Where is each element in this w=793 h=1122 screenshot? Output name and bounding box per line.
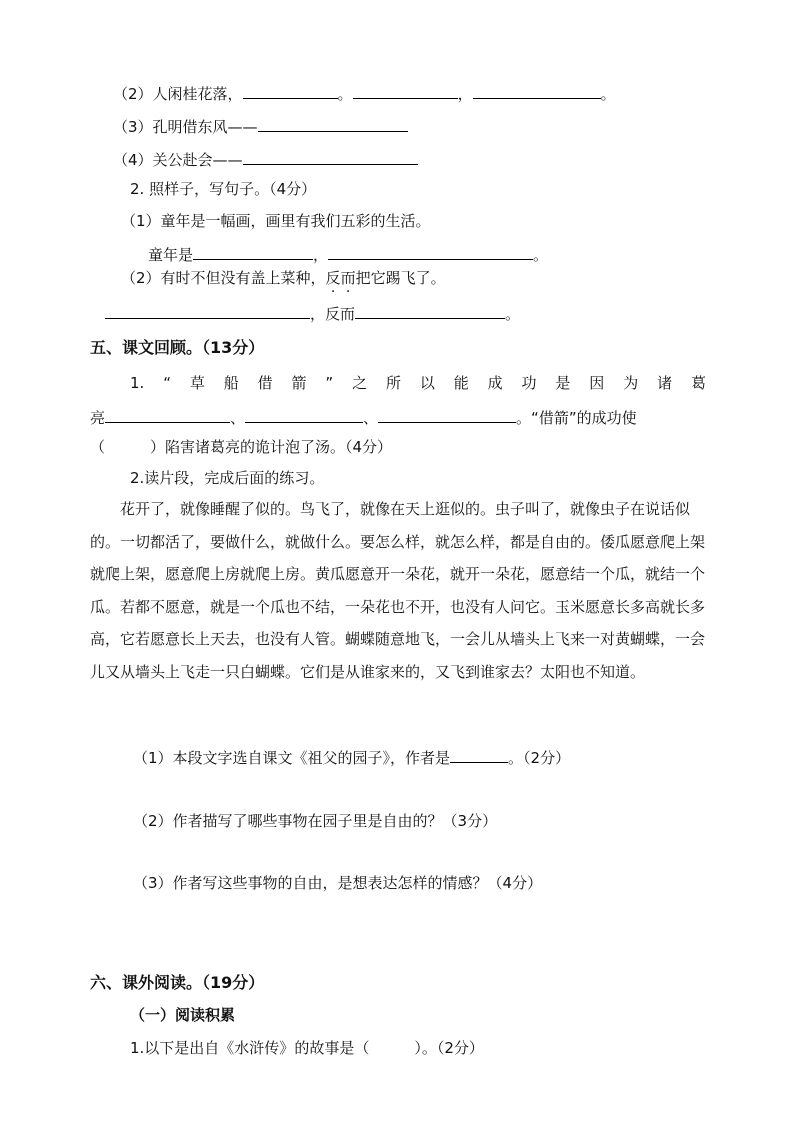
q5-2-sub2: （2）作者描写了哪些事物在园子里是自由的？（3分） [133, 812, 498, 830]
q5-2-sub3: （3）作者写这些事物的自由，是想表达怎样的情感？（4分） [133, 874, 543, 892]
q6-1: 1.以下是出自《水浒传》的故事是（ ）。（2分） [130, 1039, 484, 1057]
q5-1-line2: 亮 、 、 。“借箭”的成功使 [90, 406, 637, 429]
q4-1-3: （3）孔明借东风—— [113, 115, 408, 138]
part6-sub-heading: （一）阅读积累 [130, 1006, 236, 1024]
blank[interactable] [105, 406, 230, 423]
blank[interactable] [193, 243, 313, 260]
part6-heading: 六、课外阅读。（19分） [90, 973, 265, 992]
reading-passage: 花开了，就像睡醒了似的。鸟飞了，就像在天上逛似的。虫子叫了，就像虫子在说话似的。一切都活了，要做什么，就做什么。要怎么样，就怎么样，都是自由的。倭瓜愿意爬上架就爬上架，愿意爬上房就爬上房。黄瓜愿意开一朵花，就开一朵花，愿意结一个瓜，就结一个瓜。若都不愿意，就是一个瓜也不结，一朵花也不开，也没有人问它。玉米愿意长多高就长多高，它若愿意长上天去，也没有人管。蝴蝶随意地飞，一会儿从墙头上飞来一对黄蝴蝶，一会儿又从墙头上飞走一只白蝴蝶。它们是从谁家来的，又飞到谁家去？太阳也不知道。 [90, 500, 706, 681]
blank[interactable] [245, 406, 363, 423]
q5-1-line3: （ ）陷害诸葛亮的诡计泡了汤。（4分） [90, 438, 393, 456]
blank[interactable] [328, 243, 533, 260]
q4-1-4: （4）关公赴会—— [113, 148, 418, 171]
blank[interactable] [105, 302, 310, 319]
blank[interactable] [258, 115, 408, 132]
q5-2-title: 2.读片段，完成后面的练习。 [130, 469, 325, 487]
blank[interactable] [243, 82, 338, 99]
q4-2-2-answer: ，反而 。 [105, 302, 520, 325]
blank[interactable] [378, 406, 516, 423]
q4-2-1-example: （1）童年是一幅画，画里有我们五彩的生活。 [121, 212, 431, 230]
q5-1-line1: 1. “ 草 船 借 箭 ” 之 所 以 能 成 功 是 因 为 诸 葛 [130, 374, 706, 392]
q4-2-2-example: （2）有时不但没有盖上菜种，反而把它踢飞了。 [121, 269, 446, 287]
q4-2-title: 2. 照样子，写句子。（4分） [130, 180, 317, 198]
q4-2-1-answer: 童年是 ， 。 [148, 243, 548, 266]
blank[interactable] [473, 82, 601, 99]
q4-1-2: （2）人闲桂花落， 。 ， 。 [113, 82, 616, 105]
blank[interactable] [353, 82, 458, 99]
q5-2-sub1: （1）本段文字选自课文《祖父的园子》，作者是 。（2分） [133, 746, 570, 769]
blank[interactable] [243, 148, 418, 165]
blank[interactable] [355, 302, 505, 319]
part5-heading: 五、课文回顾。（13分） [90, 338, 265, 357]
blank[interactable] [450, 746, 508, 763]
